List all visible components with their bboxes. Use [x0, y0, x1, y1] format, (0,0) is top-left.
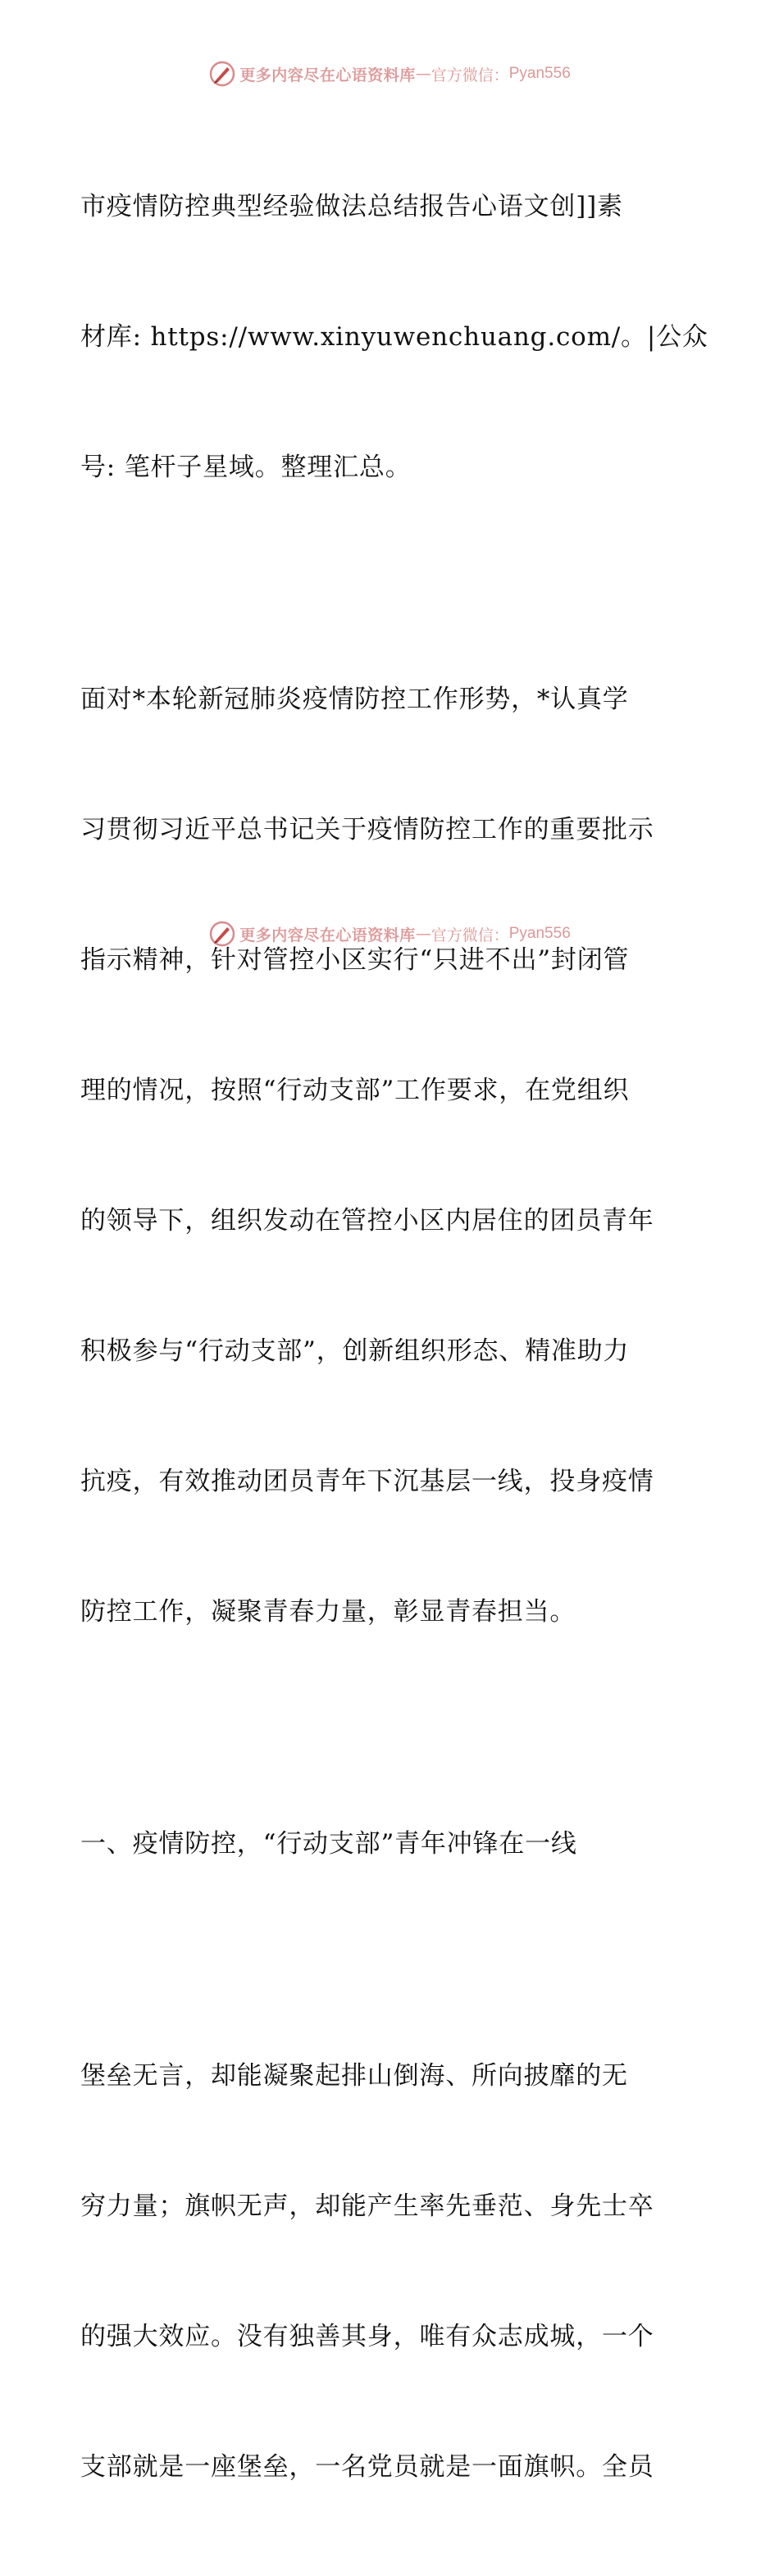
text-line: 习贯彻习近平总书记关于疫情防控工作的重要批示 [80, 815, 654, 844]
watermark-text: 更多内容尽在心语资料库 [239, 66, 416, 84]
watermark-text: 更多内容尽在心语资料库 [239, 926, 416, 944]
text-line: 一、疫情防控，“行动支部”青年冲锋在一线 [80, 1829, 577, 1859]
text-line: 防控工作，凝聚青春力量，彰显青春担当。 [80, 1597, 576, 1627]
text-line: 理的情况，按照“行动支部”工作要求，在党组织 [80, 1076, 630, 1105]
pen-logo-icon [208, 60, 236, 88]
body-paragraph [80, 591, 697, 1721]
watermark-dash: — [415, 925, 431, 943]
text-line: 穷力量；旗帜无声，却能产生率先垂范、身先士卒 [80, 2191, 654, 2221]
text-line: 号: 笔杆子星域。整理汇总。 [80, 453, 412, 482]
watermark-id: Pyan556 [508, 65, 571, 82]
section-heading [80, 1736, 697, 1953]
watermark-label: 官方微信： [430, 926, 509, 944]
watermark-id: Pyan556 [508, 925, 571, 942]
text-line: 市疫情防控典型经验做法总结报告心语文创]]素 [80, 192, 623, 221]
text-line: 抗疫，有效推动团员青年下沉基层一线，投身疫情 [80, 1467, 654, 1496]
text-line: 的强大效应。没有独善其身，唯有众志成城，一个 [80, 2322, 654, 2351]
watermark-dash: — [415, 65, 431, 83]
document-body [80, 98, 708, 2576]
watermark-label: 官方微信： [430, 66, 509, 84]
text-line: 积极参与“行动支部”，创新组织形态、精准助力 [80, 1336, 630, 1366]
body-paragraph [80, 1968, 697, 2576]
intro-paragraph [80, 98, 708, 576]
text-line: 支部就是一座堡垒，一名党员就是一面旗帜。全员 [80, 2452, 654, 2482]
watermark-banner-top [0, 57, 779, 90]
pen-logo-icon [208, 920, 236, 948]
text-line: 材库: https://www.xinyuwenchuang.com/。|公众 [80, 322, 708, 352]
watermark-banner-bottom [0, 917, 779, 950]
text-line: 指示精神，针对管控小区实行“只进不出”封闭管 [80, 945, 630, 975]
text-line: 面对*本轮新冠肺炎疫情防控工作形势，*认真学 [80, 685, 629, 714]
text-line: 的领导下，组织发动在管控小区内居住的团员青年 [80, 1206, 654, 1236]
text-line: 堡垒无言，却能凝聚起排山倒海、所向披靡的无 [80, 2061, 628, 2091]
